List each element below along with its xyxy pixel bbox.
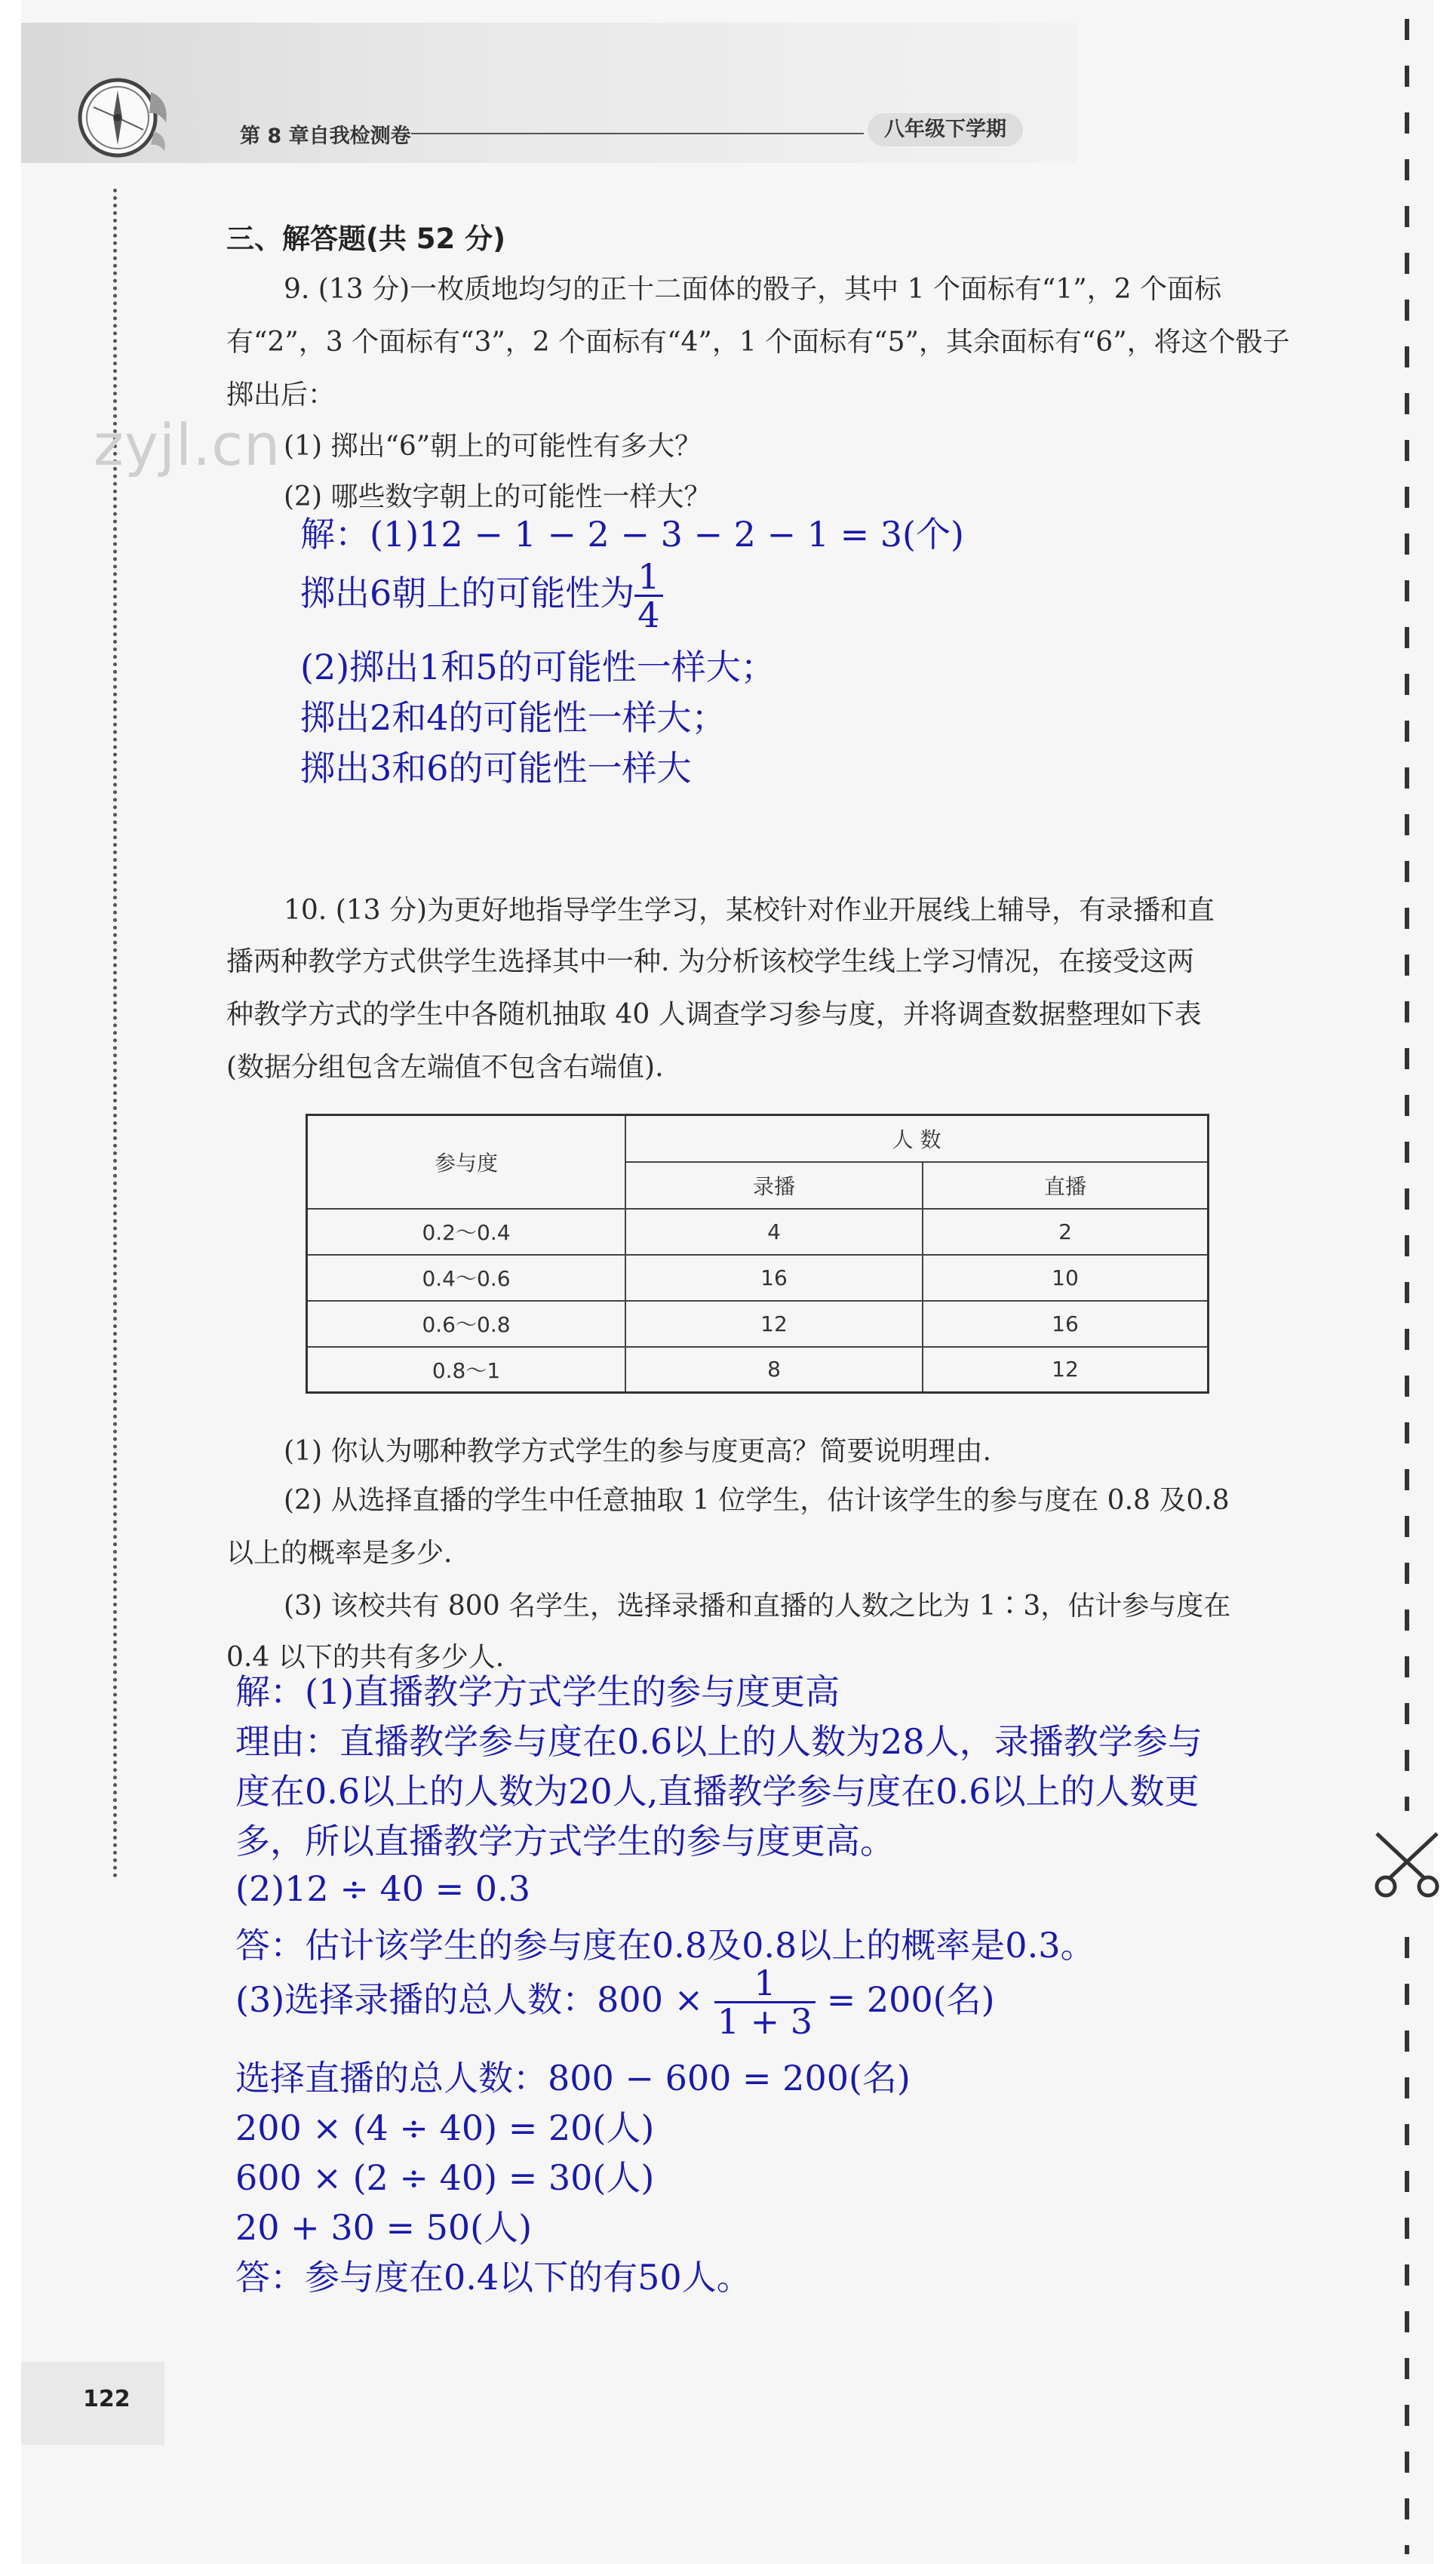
- q10-answer-line7-post: = 200(名): [816, 1978, 995, 2020]
- q10-line2: 播两种教学方式供学生选择其中一种. 为分析该校学生线上学习情况，在接受这两: [226, 946, 1194, 977]
- q10-answer-line12: 答：参与度在0.4以下的有50人。: [235, 2257, 751, 2298]
- q9-answer-line5: 掷出3和6的可能性一样大: [300, 748, 692, 789]
- q10-sub1: (1) 你认为哪种教学方式学生的参与度更高？简要说明理由.: [284, 1436, 991, 1467]
- q10-answer-line10: 600 × (2 ÷ 40) = 30(人): [235, 2157, 655, 2198]
- table-header-participation: 参与度: [307, 1115, 626, 1209]
- fraction: $\frac{1}{1 + 3}$: [714, 1965, 816, 2040]
- q10-sub3b: 0.4 以下的共有多少人.: [226, 1642, 505, 1673]
- q9-answer-line4: 掷出2和4的可能性一样大；: [300, 697, 726, 738]
- scissors-icon: [1369, 1826, 1445, 1901]
- q9-line2: 有“2”，3 个面标有“3”，2 个面标有“4”，1 个面标有“5”，其余面标有“6”，将这个骰子: [226, 327, 1290, 358]
- q10-sub3a: (3) 该校共有 800 名学生，选择录播和直播的人数之比为 1∶3，估计参与度在: [284, 1591, 1231, 1622]
- section-heading: 三、解答题(共 52 分): [226, 223, 506, 255]
- q10-answer-line4: 多，所以直播教学方式学生的参与度更高。: [235, 1821, 895, 1862]
- q10-sub2a: (2) 从选择直播的学生中任意抽取 1 位学生，估计该学生的参与度在 0.8 及0.8: [284, 1485, 1230, 1516]
- header-rule: [411, 133, 864, 134]
- q10-answer-line7-pre: (3)选择录播的总人数：800 ×: [235, 1978, 714, 2020]
- table-row: 0.2～0.4 4 2: [307, 1209, 1209, 1255]
- q9-sub2: (2) 哪些数字朝上的可能性一样大？: [284, 481, 711, 512]
- q10-answer-line11: 20 + 30 = 50(人): [235, 2207, 533, 2248]
- q9-answer-line1: 解：(1)12 − 1 − 2 − 3 − 2 − 1 = 3(个): [300, 514, 964, 555]
- q10-answer-line5: (2)12 ÷ 40 = 0.3: [235, 1868, 530, 1909]
- q10-answer-line6: 答：估计该学生的参与度在0.8及0.8以上的概率是0.3。: [235, 1925, 1095, 1966]
- q10-answer-line8: 选择直播的总人数：800 − 600 = 200(名): [235, 2058, 911, 2098]
- q10-answer-line7: [235, 1963, 995, 2043]
- q9-line1: 9. (13 分)一枚质地均匀的正十二面体的骰子，其中 1 个面标有“1”，2 个面标: [284, 274, 1221, 305]
- q10-line3: 种教学方式的学生中各随机抽取 40 人调查学习参与度，并将调查数据整理如下表: [226, 999, 1202, 1030]
- q9-line3: 掷出后：: [226, 380, 336, 410]
- q10-answer-line2: 理由：直播教学参与度在0.6以上的人数为28人，录播教学参与: [235, 1721, 1203, 1762]
- q9-answer-line2-text: 掷出6朝上的可能性为: [300, 572, 635, 613]
- q10-line1: 10. (13 分)为更好地指导学生学习，某校针对作业开展线上辅导，有录播和直: [284, 895, 1215, 926]
- watermark: zyjl.cn: [94, 411, 281, 478]
- q10-answer-line1: 解：(1)直播教学方式学生的参与度更高: [235, 1671, 840, 1712]
- q10-line4: (数据分组包含左端值不包含右端值).: [226, 1052, 664, 1083]
- fraction: $\frac{1}{4}$: [634, 558, 662, 634]
- chapter-title: 第 8 章自我检测卷: [240, 125, 411, 148]
- q10-sub2b: 以上的概率是多少.: [226, 1538, 453, 1569]
- table-header-count: 人 数: [625, 1115, 1209, 1162]
- q9-sub1: (1) 掷出“6”朝上的可能性有多大？: [284, 431, 702, 462]
- participation-table: [306, 1114, 1209, 1394]
- cut-line: [1405, 19, 1409, 2554]
- grade-label: 八年级下学期: [868, 113, 1023, 146]
- table-header-live: 直播: [923, 1162, 1209, 1209]
- page-number: 122: [83, 2386, 131, 2412]
- q10-answer-line9: 200 × (4 ÷ 40) = 20(人): [235, 2107, 655, 2148]
- table-header-recorded: 录播: [625, 1162, 923, 1209]
- compass-clock-icon: [75, 69, 172, 166]
- q9-answer-line3: (2)掷出1和5的可能性一样大；: [300, 647, 776, 687]
- q10-answer-line3: 度在0.6以上的人数为20人,直播教学参与度在0.6以上的人数更: [235, 1771, 1200, 1812]
- table-row: 0.6～0.8 12 16: [307, 1301, 1209, 1347]
- table-row: 0.4～0.6 16 10: [307, 1255, 1209, 1301]
- q9-answer-line2: [300, 558, 663, 634]
- table-row: 0.8～1 8 12: [307, 1347, 1209, 1393]
